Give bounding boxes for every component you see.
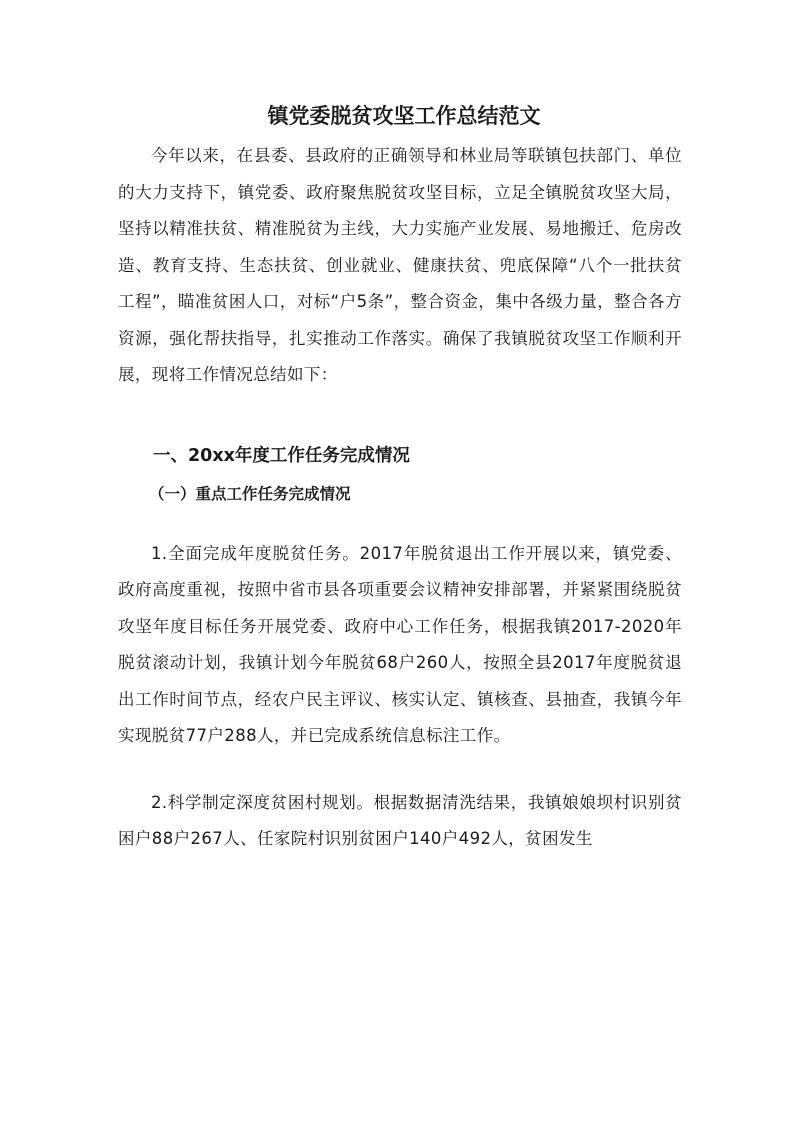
document-title: 镇党委脱贫攻坚工作总结范文 xyxy=(267,103,541,128)
intro-paragraph: 今年以来，在县委、县政府的正确领导和林业局等联镇包扶部门、单位的大力支持下，镇党委、政府聚焦脱贫攻坚目标，立足全镇脱贫攻坚大局，坚持以精准扶贫、精准脱贫为主线，大力实施产业发展、易地搬迁、危房改造、教育支持、生态扶贫、创业就业、健康扶贫、兜底保障“八个一批扶贫工程”，瞄准贫困人口，对标“户5条”，整合资金，集中各级力量，整合各方资源，强化帮扶指导，扎实推动工作落实。确保了我镇脱贫攻坚工作顺利开展，现将工作情况总结如下： xyxy=(118,146,682,384)
subsection-heading: （一）重点工作任务完成情况 xyxy=(149,484,351,503)
item-paragraph-2: 2.科学制定深度贫困村规划。根据数据清洗结果，我镇娘娘坝村识别贫困户88户267人、任家院村识别贫困户140户492人，贫困发生 xyxy=(118,792,682,848)
item-paragraph-1: 1.全面完成年度脱贫任务。2017年脱贫退出工作开展以来，镇党委、政府高度重视，按照中省市县各项重要会议精神安排部署，并紧紧围绕脱贫攻坚年度目标任务开展党委、政府中心工作任务，根据我镇2017-2020年脱贫滚动计划，我镇计划今年脱贫68户260人，按照全县2017年度脱贫退出工作时间节点，经农户民主评议、核实认定、镇核查、县抽查，我镇今年实现脱贫77户288人，并已完成系统信息标注工作。 xyxy=(118,543,682,745)
section-heading: 一、20xx年度工作任务完成情况 xyxy=(153,445,410,466)
